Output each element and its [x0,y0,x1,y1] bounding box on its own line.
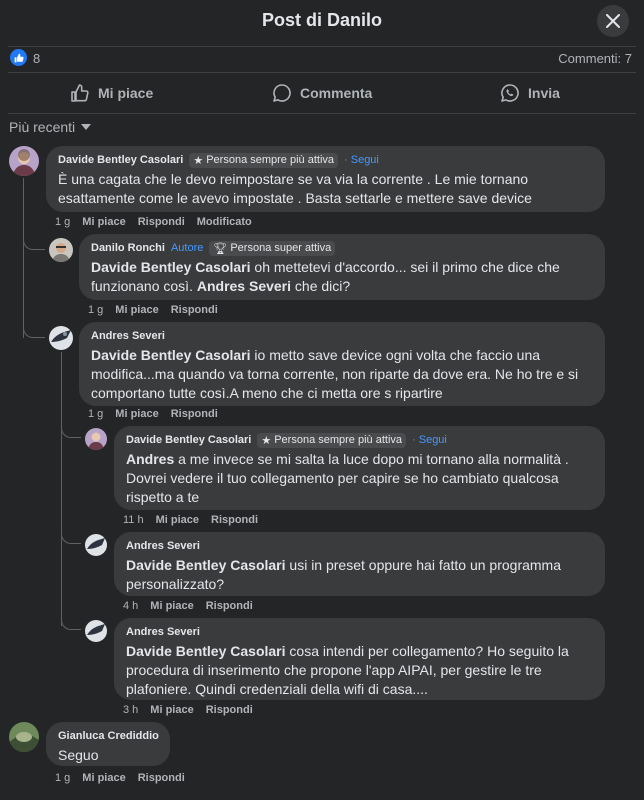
divider [8,72,636,73]
comment-icon [272,83,292,103]
follow-link[interactable]: · Segui [344,154,379,166]
avatar[interactable] [85,534,107,556]
like-count[interactable]: 8 [33,51,41,66]
mention[interactable]: Andres [126,451,175,467]
star-icon: ★ [193,154,204,167]
send-label: Invia [528,85,560,101]
comment-author[interactable]: Davide Bentley Casolari [58,154,184,166]
mention[interactable]: Andres Severi [196,278,292,294]
avatar[interactable] [49,238,73,262]
like-link[interactable]: Mi piace [82,216,126,228]
comment-button[interactable] [272,76,372,110]
avatar[interactable] [85,620,107,642]
comment-bubble [114,426,605,510]
comment-author[interactable]: Andres Severi [126,626,200,638]
sort-dropdown[interactable] [9,119,91,135]
star-icon: ★ [261,434,272,447]
comment-count[interactable]: Commenti: 7 [558,51,632,66]
comment-meta [123,600,253,612]
like-label: Mi piace [98,85,154,101]
reply-link[interactable]: Rispondi [137,772,185,784]
comment-meta [123,704,253,716]
comment-bubble [114,532,605,596]
comment-time[interactable]: 1 g [55,216,71,228]
divider [8,113,636,114]
comment-bubble [114,618,605,700]
thread-connector [61,526,81,544]
comment-label: Commenta [300,85,373,101]
like-link[interactable]: Mi piace [115,304,159,316]
comment-time[interactable]: 1 g [55,772,71,784]
mention[interactable]: Davide Bentley Casolari [91,347,251,363]
reply-link[interactable]: Rispondi [170,304,218,316]
dialog-header [0,0,644,42]
divider [8,46,636,47]
like-link[interactable]: Mi piace [82,772,126,784]
thread-line [61,352,62,626]
comment-text: Davide Bentley Casolari io metto save device ogni volta che faccio una modifica...ma quando va torna corrente, non riparte da dove era. Ne ho tre e si comportano tutte così.A meno che ci metta ore s ripartire [91,347,579,401]
comment-meta [88,408,218,420]
like-button[interactable] [70,76,153,110]
avatar[interactable] [9,722,39,752]
comment-bubble [46,146,605,212]
thread-connector [23,232,45,250]
comment-bubble [46,722,170,766]
comment-bubble [79,234,605,300]
author-role-badge: Autore [170,242,204,254]
edited-label: Modificato [196,216,252,228]
comment-author[interactable]: Andres Severi [91,330,165,342]
follow-link[interactable]: · Segui [412,434,447,446]
comment-time[interactable]: 11 h [123,514,144,526]
comment-text: Davide Bentley Casolari oh mettetevi d'accordo... sei il primo che dice che funzionano così. Andres Severi che dici? [91,259,560,294]
send-button[interactable] [500,76,560,110]
thumbs-up-icon [70,83,90,103]
comment-author[interactable]: Andres Severi [126,540,200,552]
comment-text: Andres a me invece se mi salta la luce dopo mi tornano alla normalità . Dovrei vedere il tuo collegamento per capire se ho cambiato qualcosa rispetto a te [126,451,569,505]
like-link[interactable]: Mi piace [155,514,199,526]
caret-down-icon [81,124,91,130]
comment-author[interactable]: Danilo Ronchi [91,242,165,254]
reply-link[interactable]: Rispondi [205,600,253,612]
like-link[interactable]: Mi piace [115,408,159,420]
comment-meta [55,216,252,228]
reply-link[interactable]: Rispondi [170,408,218,420]
sort-label: Più recenti [9,119,76,135]
mention[interactable]: Davide Bentley Casolari [126,557,286,573]
mention[interactable]: Davide Bentley Casolari [91,259,251,275]
dialog-title: Post di Danilo [261,10,382,30]
comment-time[interactable]: 4 h [123,600,139,612]
post-stats [10,49,632,67]
reply-link[interactable]: Rispondi [137,216,185,228]
comment-bubble [79,322,605,406]
avatar[interactable] [9,146,39,176]
thread-connector [61,612,81,630]
comment-meta [123,514,258,526]
reply-link[interactable]: Rispondi [205,704,253,716]
like-reaction-icon[interactable] [10,49,27,66]
thread-connector [61,420,81,438]
comment-meta [88,304,218,316]
comment-text: Seguo [58,747,99,763]
whatsapp-icon [500,83,520,103]
mention[interactable]: Davide Bentley Casolari [126,643,286,659]
comment-author[interactable]: Gianluca Crediddio [58,730,159,742]
comment-meta [55,772,185,784]
avatar[interactable] [85,428,107,450]
comment-text: È una cagata che le devo reimpostare se va via la corrente . Le mie tornano esattamente come le avevo impostate . Basta settarle e mettere save device [58,171,532,206]
comment-time[interactable]: 1 g [88,304,104,316]
like-link[interactable]: Mi piace [150,704,194,716]
status-badge: ★ Persona sempre più attiva [189,153,338,168]
comment-time[interactable]: 3 h [123,704,139,716]
comment-text: Davide Bentley Casolari cosa intendi per collegamento? Ho seguito la procedura di inserimento che propone l'app AIPAI, per gestire le tre plafoniere. Quindi credenziali della wifi di casa.... [126,643,569,697]
post-actions [8,76,636,110]
comment-time[interactable]: 1 g [88,408,104,420]
status-badge: ★ Persona sempre più attiva [257,433,406,448]
like-link[interactable]: Mi piace [150,600,194,612]
trophy-icon: 🏆︎ [213,242,228,255]
comment-author[interactable]: Davide Bentley Casolari [126,434,252,446]
comment-text: Davide Bentley Casolari usi in preset oppure hai fatto un programma personalizzato? [126,557,562,592]
avatar[interactable] [49,326,73,350]
thread-connector [23,318,45,338]
reply-link[interactable]: Rispondi [211,514,259,526]
thread-line [23,178,24,338]
close-icon [606,14,620,28]
status-badge: 🏆︎ Persona super attiva [209,241,335,256]
close-button[interactable] [597,5,629,37]
